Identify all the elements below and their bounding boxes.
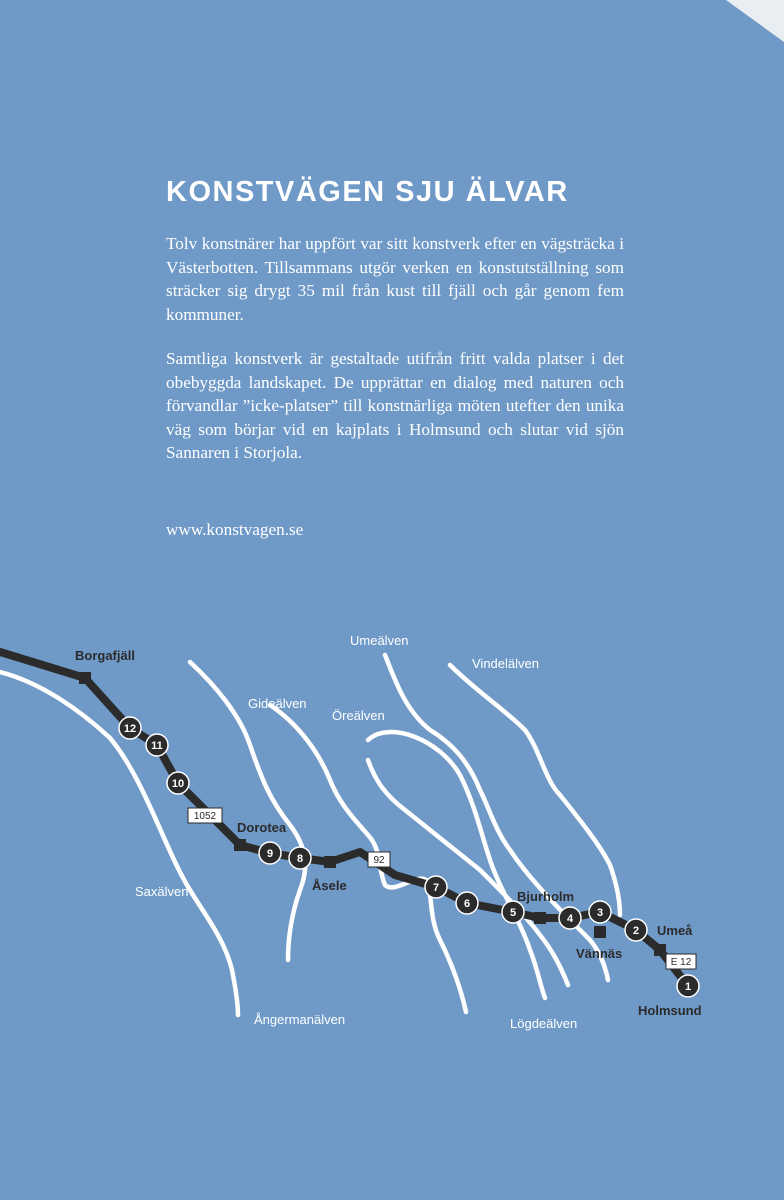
river-label-orealven: Öreälven [332,708,385,723]
place-marker-borgafjall [79,672,91,684]
artwork-marker-10 [167,772,189,794]
river-label-angermanalven: Ångermanälven [254,1012,346,1027]
artwork-marker-2 [625,919,647,941]
artwork-marker-7 [425,876,447,898]
artwork-number-4: 4 [566,913,574,925]
place-marker-umea [654,944,666,956]
river-label-umealven: Umeälven [350,633,409,648]
place-label-bjurholm: Bjurholm [517,889,575,904]
artwork-marker-3 [589,901,611,923]
river-label-logdealven: Lögdeälven [510,1016,578,1031]
river-saxalven-line [0,672,238,1015]
place-label-dorotea: Dorotea [237,820,287,835]
river-vindelalven-line [450,665,620,915]
artwork-marker-8 [289,847,311,869]
place-marker-dorotea [234,839,246,851]
artwork-number-8: 8 [296,853,304,865]
artwork-number-6: 6 [463,898,471,910]
artwork-marker-4 [559,907,581,929]
artwork-number-2: 2 [632,925,640,937]
artwork-number-7: 7 [432,882,440,894]
artwork-number-11: 11 [151,740,163,752]
place-label-holmsund: Holmsund [638,1003,702,1018]
route-map [0,620,784,1050]
place-label-borgafjall: Borgafjäll [75,648,135,663]
page-title: KONSTVÄGEN SJU ÄLVAR [166,176,569,208]
river-label-gidealven: Gideälven [248,696,307,711]
artwork-number-9: 9 [266,848,274,860]
road-sign-1052: 1052 [193,811,217,822]
place-marker-vannas [594,926,606,938]
artwork-number-3: 3 [596,907,604,919]
artwork-marker-11 [146,734,168,756]
artwork-marker-9 [259,842,281,864]
road-sign-92: 92 [373,855,385,866]
road-sign-e12: E 12 [670,957,692,968]
artwork-marker-6 [456,892,478,914]
artwork-marker-12 [119,717,141,739]
place-label-vannas: Vännäs [576,946,623,961]
place-marker-asele [324,856,336,868]
description-paragraph: Samtliga konstverk är gestaltade utifrån fritt valda platser i det obebyggda landskapet. De upprättar en dialog med naturen och förvandlar ”icke-platser” till konstnärliga möten utefter den unika väg som börjar vid en kajplats i Holmsund och slutar vid sjön Sannaren i Storjola. [166,349,624,462]
river-label-saxalven: Saxälven [135,884,189,899]
place-label-asele: Åsele [312,878,347,893]
artwork-number-10: 10 [171,778,185,790]
place-label-umea: Umeå [657,923,693,938]
artwork-number-1: 1 [684,981,692,993]
artwork-marker-1 [677,975,699,997]
intro-paragraph: Tolv konstnärer har uppfört var sitt konstverk efter en vägsträcka i Västerbotten. Tillsammans utgör verken en konstutställning som sträcker sig drygt 35 mil från kust till fjäll och går genom fem kommuner. [166,234,624,324]
website-link[interactable]: www.konstvagen.se [166,520,304,539]
artwork-number-5: 5 [509,907,517,919]
artwork-number-12: 12 [123,723,137,735]
place-marker-bjurholm [534,912,546,924]
river-label-vindelalven: Vindelälven [472,656,539,671]
artwork-marker-5 [502,901,524,923]
